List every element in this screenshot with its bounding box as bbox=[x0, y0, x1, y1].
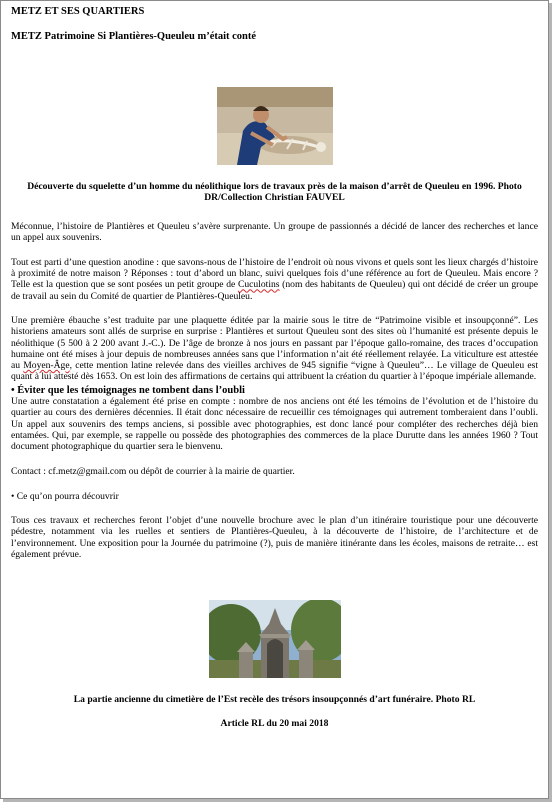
body-paragraph-1: Tout est parti d’une question anodine : que savons-nous de l’histoire de l’endroit où nous vivons et quels sont les lieux chargés d’histoire à proximité de notre maison ? Réponses : tout d’abord un blanc, suivi quelques fois d’une référence au fort de Queuleu. Mais encore ? Telle est la question que se sont posées un petit groupe de Cuculotins (nom des habitants de Queuleu) qui ont décidé de créer un groupe de travail au sein du Comité de quartier de Plantières-Queuleu. bbox=[11, 256, 538, 302]
skeleton-excavation-photo bbox=[217, 87, 333, 165]
spellcheck-word: Moyen-Âge bbox=[23, 360, 70, 372]
section-kicker: METZ ET SES QUARTIERS bbox=[11, 6, 145, 17]
article-headline: METZ Patrimoine Si Plantières-Queuleu m’était conté bbox=[11, 31, 257, 43]
cemetery-monument-photo bbox=[209, 600, 341, 678]
contact-line: Contact : cf.metz@gmail.com ou dépôt de courrier à la mairie de quartier. bbox=[11, 465, 295, 477]
photo-caption-2: La partie ancienne du cimetière de l’Est recèle des trésors insoupçonnés d’art funéraire. Photo RL bbox=[73, 694, 476, 706]
article-credit: Article RL du 20 mai 2018 bbox=[220, 717, 329, 729]
intro-paragraph: Méconnue, l’histoire de Plantières et Queuleu s’avère surprenante. Un groupe de passionnés a décidé de lancer des recherches et lance un appel aux souvenirs. bbox=[11, 221, 538, 244]
body-paragraph-2: Une première ébauche s’est traduite par une plaquette éditée par la mairie sous le titre de “Patrimoine visible et insoupçonné”. Les historiens amateurs sont allés de surprise en surprise : Plantières et surtout Queuleu sont des sites où l’humanité est présente depuis le néolithique (5 500 à 2 200 avant J.-C.). De l’âge de bronze à nos jours en passant par l’époque gallo-romaine, des traces d’occupation humaine ont été mises à jour depuis de nombreuses années sans que l’information n’ait été réellement relayée. La viticulture est attestée au Moyen-Âge, cette mention latine relevée dans des vieilles archives de 945 signifie “vigne à Queuleu”… Le village de Queuleu est quant à lui attesté dès 1653. On est loin des affirmations de certains qui attribuent la création du quartier à l’époque impériale allemande. bbox=[11, 314, 538, 383]
bullet-heading: • Ce qu’on pourra découvrir bbox=[11, 490, 119, 502]
subheading: • Éviter que les témoignages ne tombent dans l’oubli bbox=[11, 384, 245, 396]
spellcheck-word: Cuculotins bbox=[237, 279, 280, 291]
photo-caption: Découverte du squelette d’un homme du néolithique lors de travaux près de la maison d’arrêt de Queuleu en 1996. Photo DR/Collection Christian FAUVEL bbox=[27, 180, 522, 203]
body-paragraph-4: Tous ces travaux et recherches feront l’objet d’une nouvelle brochure avec le plan d’un itinéraire touristique pour une découverte pédestre, notamment via les ruelles et sentiers de Plantières-Queuleu, à la découverte de l’histoire, de l’architecture et de l’environnement. Une exposition pour la Journée du patrimoine (?), puis de manière itinérante dans les écoles, maisons de retraite… est également prévue. bbox=[11, 515, 538, 561]
body-paragraph-3: Une autre constatation a également été prise en compte : nombre de nos anciens ont été les témoins de l’évolution et de l’histoire du quartier au cours des dernières décennies. Il était donc nécessaire de recueillir ces témoignages qui autrement tomberaient dans l’oubli. Un appel aux souvenirs des temps anciens, si possible avec photographies, est donc lancé pour compléter des recherches déjà bien entamées. Qui, par exemple, se rappelle ou possède des photographies des commerces de la place Durutte dans les années 1960 ? Tout document photographique du quartier sera le bienvenu. bbox=[11, 396, 538, 453]
